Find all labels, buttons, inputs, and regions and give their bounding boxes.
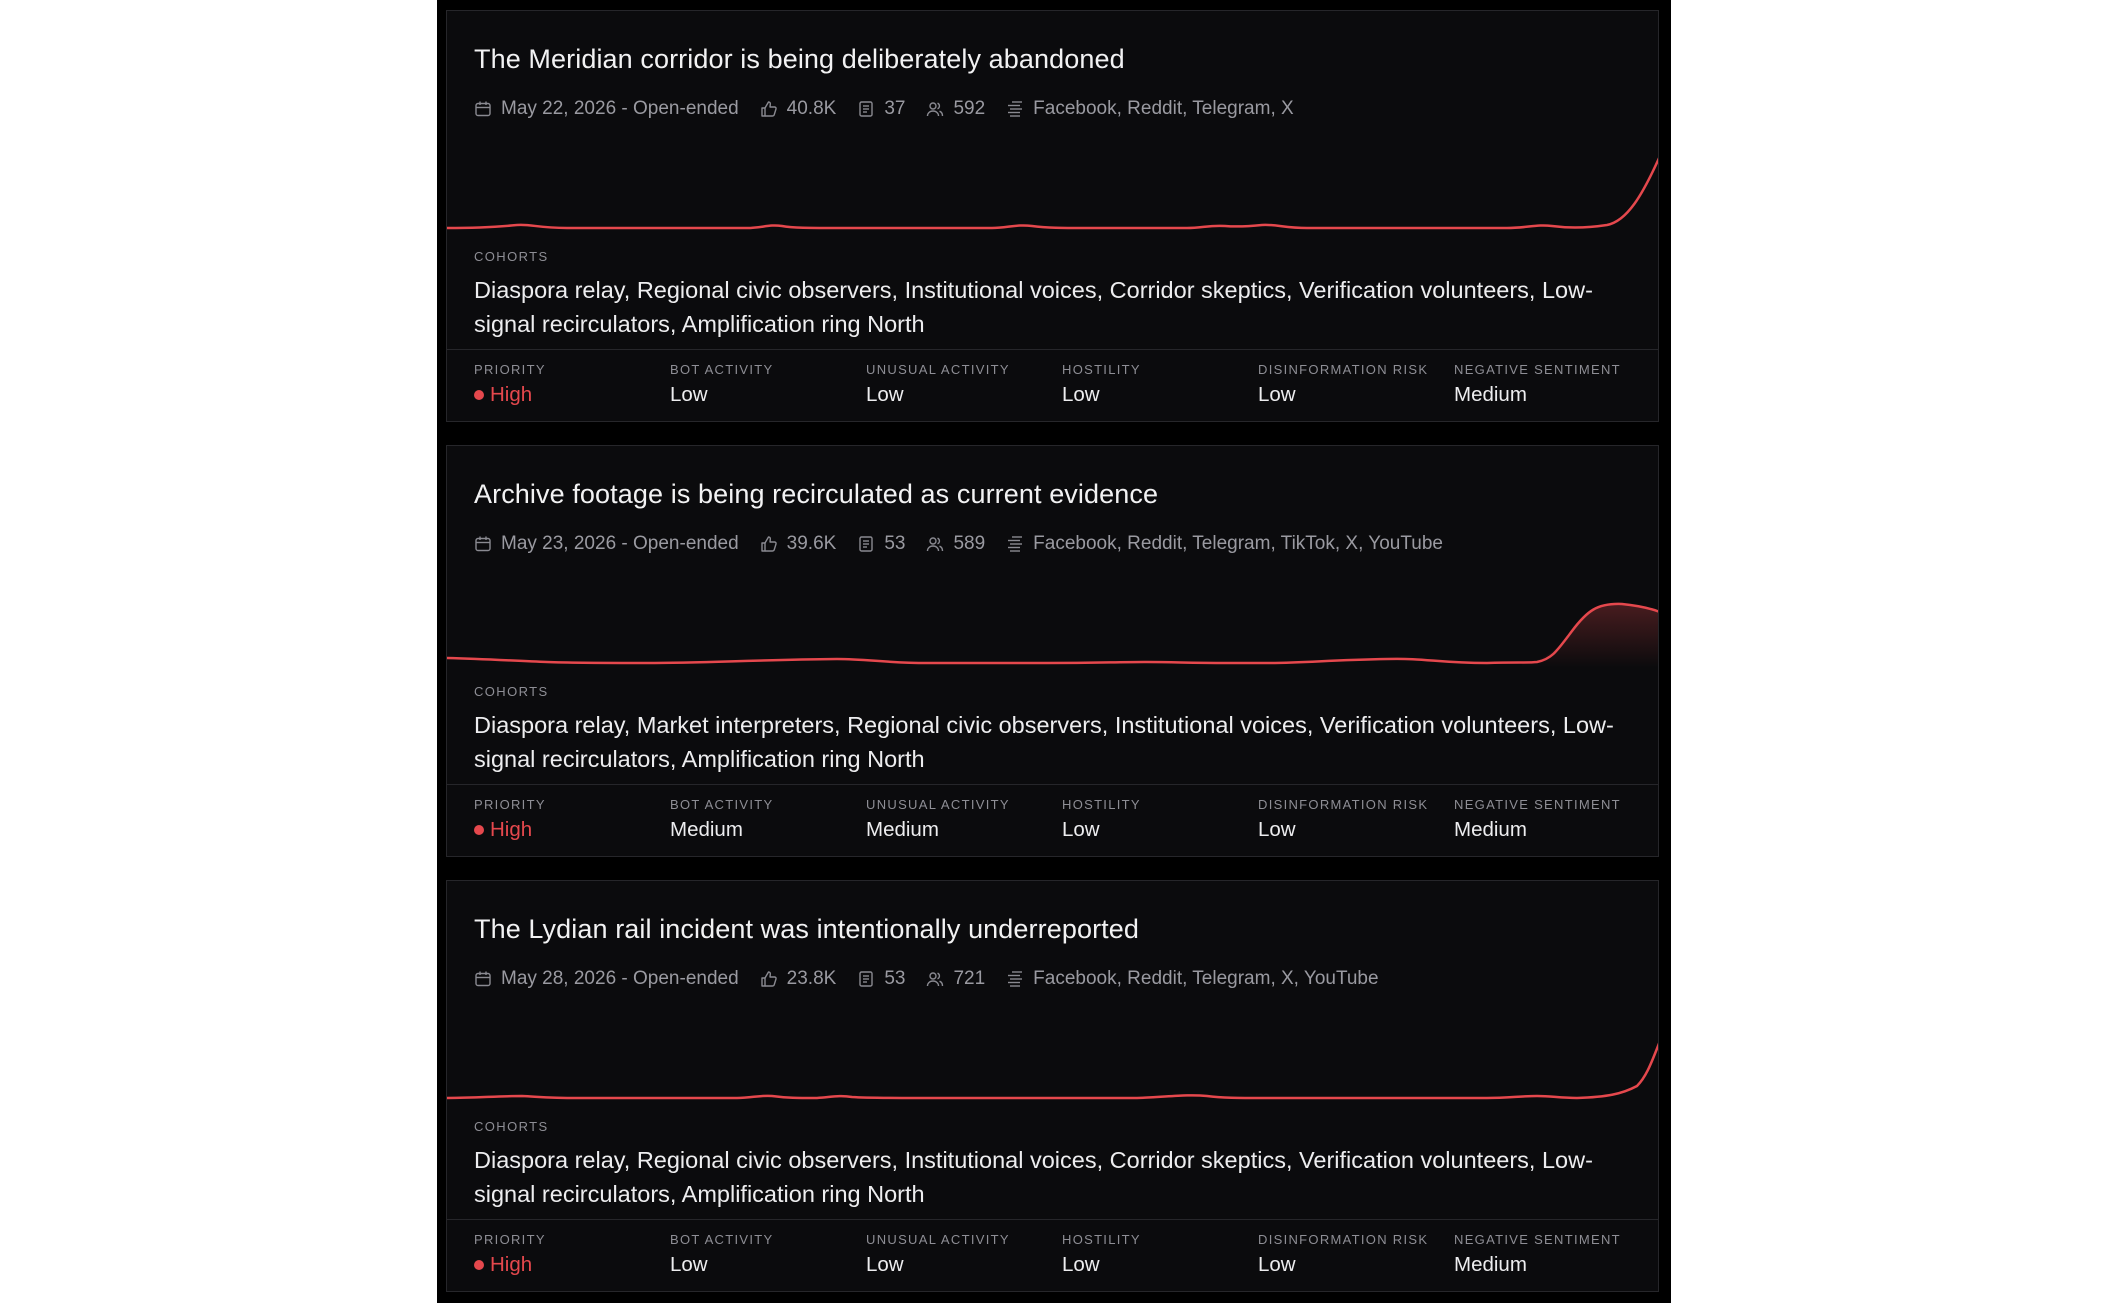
calendar-icon [474,535,492,553]
metric-negative-sentiment [1454,1232,1621,1277]
metric-value-wrap [474,818,546,842]
engagement-count [760,98,837,120]
layers-icon [1006,100,1024,118]
date-range-text: May 23, 2026 - Open-ended [501,533,739,554]
metric-label: HOSTILITY [1062,797,1141,812]
metric-hostility [1062,362,1141,407]
narrative-meta [474,968,1400,990]
document-icon [857,535,875,553]
trend-area [1522,604,1659,668]
accounts-count [926,533,985,555]
engagement-value: 23.8K [786,968,837,989]
metrics-row [447,1219,1658,1291]
metric-value: Low [670,383,708,406]
narrative-card[interactable] [446,10,1659,422]
metric-unusual-activity [866,797,1010,842]
narrative-card[interactable] [446,445,1659,857]
metric-priority [474,1232,546,1277]
metric-label: DISINFORMATION RISK [1258,362,1429,377]
priority-dot-icon [474,390,484,400]
document-icon [857,100,875,118]
metric-label: BOT ACTIVITY [670,797,774,812]
metric-bot-activity [670,797,774,842]
platform-list [1006,98,1294,120]
metric-label: DISINFORMATION RISK [1258,797,1429,812]
users-icon [926,100,944,118]
metric-value: Low [670,1253,708,1276]
narrative-meta [474,98,1315,120]
metric-bot-activity [670,1232,774,1277]
metric-value: Medium [866,818,939,841]
metric-label: UNUSUAL ACTIVITY [866,1232,1010,1247]
metric-label: PRIORITY [474,362,546,377]
calendar-icon [474,100,492,118]
metric-value: Low [866,383,904,406]
trend-sparkline [447,576,1659,668]
engagement-count [760,533,837,555]
thumbs-up-icon [760,535,778,553]
metric-unusual-activity [866,1232,1010,1277]
date-range [474,98,739,120]
cohorts-label: COHORTS [474,249,549,264]
metric-label: NEGATIVE SENTIMENT [1454,362,1621,377]
platforms-text: Facebook, Reddit, Telegram, X [1033,98,1294,119]
narrative-title[interactable]: The Meridian corridor is being deliberately abandoned [474,44,1125,74]
accounts-count [926,968,985,990]
metric-value: Low [866,1253,904,1276]
accounts-value: 592 [953,98,986,119]
layers-icon [1006,970,1024,988]
metric-value-wrap [474,1253,546,1277]
metric-label: UNUSUAL ACTIVITY [866,797,1010,812]
metric-value: Low [1258,1253,1296,1276]
layers-icon [1006,535,1024,553]
metric-value: Low [1062,1253,1100,1276]
metrics-row [447,349,1658,421]
metric-label: NEGATIVE SENTIMENT [1454,797,1621,812]
engagement-value: 40.8K [786,98,837,119]
users-icon [926,970,944,988]
trend-sparkline [447,1011,1659,1103]
posts-count [857,533,905,555]
engagement-count [760,968,837,990]
metric-bot-activity [670,362,774,407]
posts-value: 53 [884,968,906,989]
narrative-title[interactable]: The Lydian rail incident was intentionally underreported [474,914,1139,944]
document-icon [857,970,875,988]
metric-label: NEGATIVE SENTIMENT [1454,1232,1621,1247]
narrative-title[interactable]: Archive footage is being recirculated as current evidence [474,479,1159,509]
cohorts-list: Diaspora relay, Market interpreters, Regional civic observers, Institutional voices, Verification volunteers, Low-signal recirculators, Amplification ring North [474,712,1614,772]
trend-line [447,1041,1659,1098]
metric-label: DISINFORMATION RISK [1258,1232,1429,1247]
metric-priority [474,797,546,842]
metric-disinformation-risk [1258,1232,1428,1277]
trend-line [447,156,1659,228]
narrative-meta [474,533,1464,555]
cohorts-list: Diaspora relay, Regional civic observers, Institutional voices, Corridor skeptics, Verification volunteers, Low-signal recirculators, Amplification ring North [474,277,1593,337]
metric-value-wrap [474,383,546,407]
cohorts-label: COHORTS [474,684,549,699]
metric-value: Low [1062,383,1100,406]
metric-disinformation-risk [1258,362,1428,407]
metric-label: BOT ACTIVITY [670,362,774,377]
metric-negative-sentiment [1454,797,1621,842]
posts-value: 53 [884,533,906,554]
trend-sparkline [447,141,1659,233]
priority-dot-icon [474,825,484,835]
metric-value: High [490,818,533,841]
metric-label: HOSTILITY [1062,362,1141,377]
platform-list [1006,533,1443,555]
metric-label: HOSTILITY [1062,1232,1141,1247]
platform-list [1006,968,1378,990]
date-range [474,968,739,990]
metric-label: PRIORITY [474,797,546,812]
date-range [474,533,739,555]
metrics-row [447,784,1658,856]
metric-value: Low [1258,818,1296,841]
metric-disinformation-risk [1258,797,1428,842]
engagement-value: 39.6K [786,533,837,554]
thumbs-up-icon [760,100,778,118]
metric-hostility [1062,1232,1141,1277]
thumbs-up-icon [760,970,778,988]
metric-value: Medium [1454,818,1527,841]
platforms-text: Facebook, Reddit, Telegram, X, YouTube [1033,968,1379,989]
posts-count [857,98,905,120]
metric-value: High [490,1253,533,1276]
platforms-text: Facebook, Reddit, Telegram, TikTok, X, YouTube [1033,533,1443,554]
cohorts-label: COHORTS [474,1119,549,1134]
metric-value: Medium [670,818,743,841]
trend-line [447,604,1659,663]
metric-value: Low [1062,818,1100,841]
metric-priority [474,362,546,407]
metric-value: Medium [1454,1253,1527,1276]
metric-label: BOT ACTIVITY [670,1232,774,1247]
metric-value: Low [1258,383,1296,406]
metric-negative-sentiment [1454,362,1621,407]
cohorts-list: Diaspora relay, Regional civic observers, Institutional voices, Corridor skeptics, Verification volunteers, Low-signal recirculators, Amplification ring North [474,1147,1593,1207]
accounts-value: 721 [953,968,986,989]
metric-unusual-activity [866,362,1010,407]
posts-count [857,968,905,990]
users-icon [926,535,944,553]
date-range-text: May 28, 2026 - Open-ended [501,968,739,989]
narrative-card[interactable] [446,880,1659,1292]
feed-panel [437,0,1671,1303]
accounts-count [926,98,985,120]
metric-value: High [490,383,533,406]
metric-hostility [1062,797,1141,842]
priority-dot-icon [474,1260,484,1270]
date-range-text: May 22, 2026 - Open-ended [501,98,739,119]
metric-value: Medium [1454,383,1527,406]
posts-value: 37 [884,98,906,119]
accounts-value: 589 [953,533,986,554]
metric-label: PRIORITY [474,1232,546,1247]
calendar-icon [474,970,492,988]
metric-label: UNUSUAL ACTIVITY [866,362,1010,377]
